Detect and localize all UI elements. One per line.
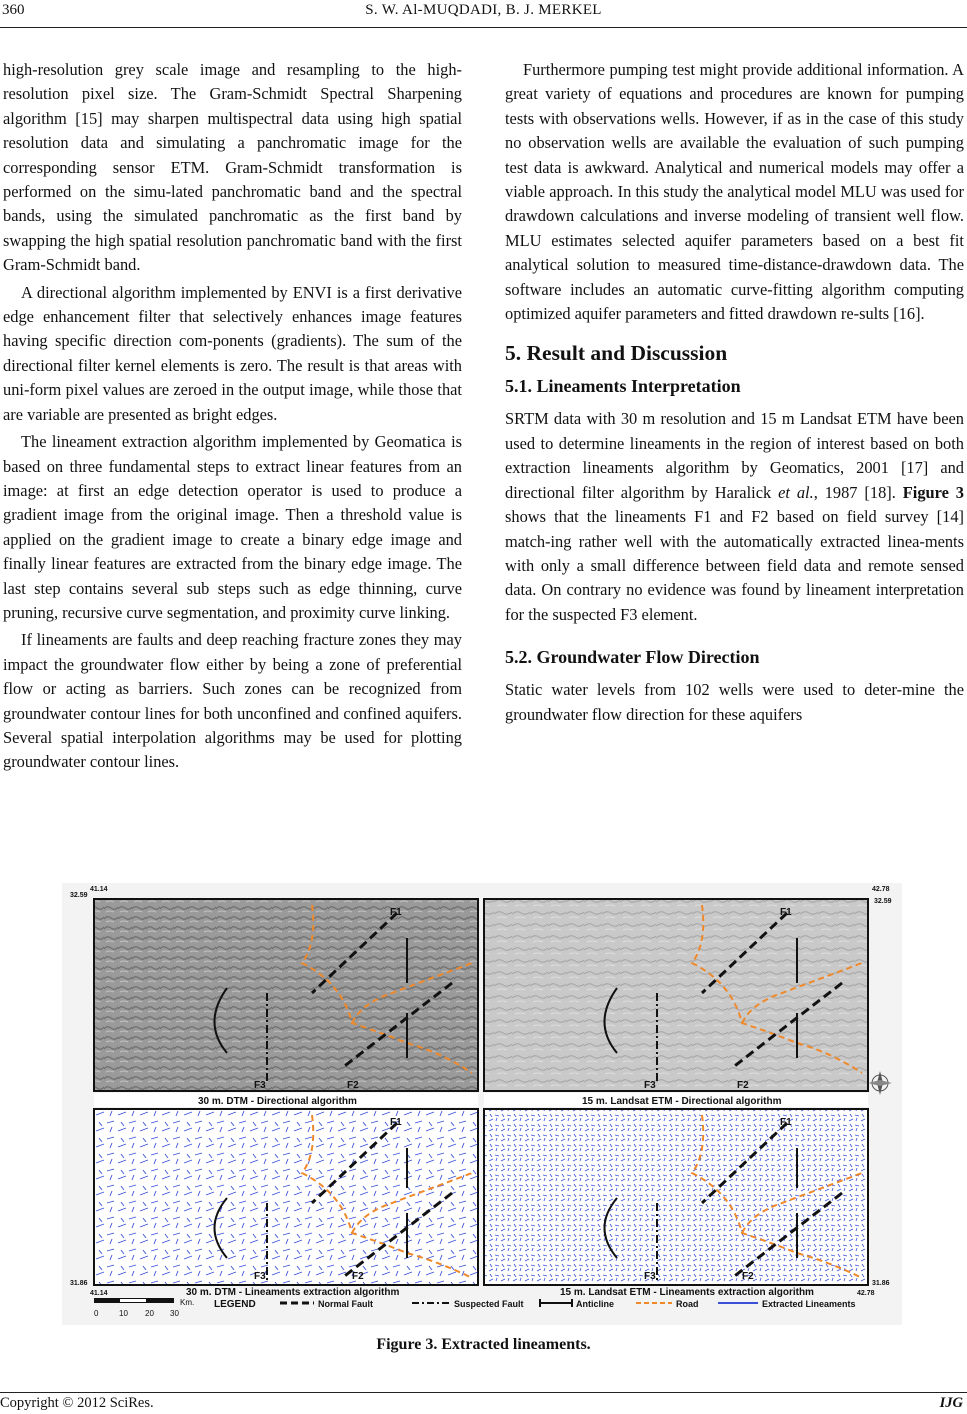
panel-dtm-directional: [70, 886, 478, 1107]
label-f2: F2: [737, 1080, 749, 1091]
text-run: SRTM data with 30 m resolution and 15 m Landsat ETM have been used to determine lineaments in the region of interest based on both extraction lineaments algorithm by Geomatics, 2001 [17] and directional filter algorithm by Haralick: [505, 409, 964, 502]
label-f2: F2: [742, 1271, 754, 1282]
subsection-heading-lineaments: 5.1. Lineaments Interpretation: [505, 376, 741, 397]
coord-lat-top: 32.59: [70, 892, 88, 899]
legend-suspected-fault: Suspected Fault: [454, 1299, 524, 1309]
right-column: [505, 58, 964, 727]
coord-lon-left: 41.14: [90, 1290, 108, 1297]
figure-caption: Figure 3. Extracted lineaments.: [376, 1336, 591, 1353]
label-f1: F1: [780, 1117, 792, 1128]
scale-tick: 30: [170, 1309, 179, 1318]
paragraph-gram-schmidt: high-resolution grey scale image and resampling to the high-resolution pixel size. The Gram-Schmidt Spectral Sharpening algorithm [15] may sharpen multispectral data using high spatial resolution data and simulating a panchromatic image for the corresponding sensor ETM. Gram-Schmidt transformation is performed on the simu-lated panchromatic band and the spectral bands, using the simulated panchromatic as the first band by swapping the high spatial resolution panchromatic band with the first Gram-Schmidt band.: [3, 60, 462, 275]
text-run: , 1987 [18].: [813, 482, 903, 502]
panel-title: 30 m. DTM - Directional algorithm: [198, 1096, 357, 1107]
scale-tick: 10: [119, 1309, 128, 1318]
label-f2: F2: [347, 1080, 359, 1091]
subsection-heading-groundwater: 5.2. Groundwater Flow Direction: [505, 647, 760, 668]
page-header: [0, 0, 967, 30]
header-rule: [0, 27, 967, 28]
paragraph-groundwater-flow: Static water levels from 102 wells were used to deter-mine the groundwater flow direction for these aquifers: [505, 680, 964, 724]
panel-title: 15 m. Landsat ETM - Directional algorithm: [582, 1096, 782, 1107]
label-f3: F3: [254, 1271, 266, 1282]
label-f1: F1: [390, 907, 402, 918]
copyright: Copyright © 2012 SciRes.: [0, 1395, 154, 1411]
label-f1: F1: [390, 1117, 402, 1128]
page-number: 360: [2, 2, 25, 18]
section-heading-results: 5. Result and Discussion: [505, 341, 728, 366]
coord-lon-right: 42.78: [872, 886, 890, 893]
panel-landsat-directional: [484, 886, 892, 1107]
label-f1: F1: [780, 907, 792, 918]
coord-lon-right: 42.78: [857, 1290, 875, 1297]
figure-3: [62, 883, 902, 1325]
label-f3: F3: [644, 1080, 656, 1091]
paragraph-fracture-zones: If lineaments are faults and deep reaching fracture zones they may impact the groundwater flow either by being a zone of preferential flow or acting as barriers. Such zones can be recognized from groundwater contour lines for both unconfined and confined aquifers. Several spatial interpolation algorithms may be used for plotting groundwater contour lines.: [3, 630, 462, 772]
journal-abbrev: IJG: [939, 1395, 963, 1411]
paragraph-lineament-extraction: The lineament extraction algorithm implemented by Geomatica is based on three fundamental steps to extract linear features from an image: at first an edge detection operator is used to produce a gradient image from the original image. Then a threshold value is applied on the gradient image to create a binary edge image and finally linear features are extracted from the binary edge image. The last step contains several sub steps such as edge thinning, curve pruning, recursive curve segmentation, and proximity curve linking.: [3, 432, 462, 622]
label-f2: F2: [352, 1271, 364, 1282]
scale-unit: Km.: [180, 1298, 195, 1307]
legend-extracted-lineaments: Extracted Lineaments: [762, 1299, 856, 1309]
scale-tick: 20: [145, 1309, 154, 1318]
panel-title: 30 m. DTM - Lineaments extraction algorithm: [186, 1287, 400, 1298]
coord-lon-left: 41.14: [90, 886, 108, 893]
coord-lat-top: 32.59: [874, 898, 892, 905]
legend-anticline: Anticline: [576, 1299, 615, 1309]
legend-road: Road: [676, 1299, 699, 1309]
text-run: shows that the lineaments F1 and F2 based on field survey [14] match-ing rather well with the automatically extracted linea-ments with only a small difference between field data and remote sensed data. On contrary no evidence was found by lineament interpretation for the suspected F3 element.: [505, 507, 964, 624]
scale-tick: 0: [94, 1309, 99, 1318]
et-al: et al.: [778, 482, 814, 502]
running-head: S. W. Al-MUQDADI, B. J. MERKEL: [365, 2, 602, 18]
legend-normal-fault: Normal Fault: [318, 1299, 374, 1309]
left-column: [3, 58, 462, 775]
legend-title: LEGEND: [214, 1299, 256, 1310]
label-f3: F3: [644, 1271, 656, 1282]
figure-reference[interactable]: Figure 3: [902, 482, 964, 502]
paragraph-lineaments-interpretation: [505, 407, 964, 627]
paragraph-pumping-test: Furthermore pumping test might provide additional information. A great variety of equations and procedures are known for pumping tests with observations wells. However, if as in the case of this study no observation wells are available the evaluation of such pumping test data is awkward. Analytical and numerical models may offer a viable approach. In this study the analytical model MLU was used for drawdown calculations and inverse modeling of transient well flow. MLU estimates selected aquifer parameters based on a best fit analytical solution to measured time-distance-drawdown data. The software includes an automatic curve-fitting algorithm computing optimized aquifer parameters and fitted drawdown re-sults [16].: [505, 60, 964, 324]
footer-rule: [0, 1392, 967, 1393]
paragraph-directional-algorithm: A directional algorithm implemented by ENVI is a first derivative edge enhancement filter that selectively enhances image features having specific direction com-ponents (gradients). The sum of the directional filter kernel elements is zero. The result is that areas with uni-form pixel values are zeroed in the output image, while those that are variable are presented as bright edges.: [3, 282, 462, 424]
panel-title: 15 m. Landsat ETM - Lineaments extraction algorithm: [560, 1287, 814, 1298]
panel-landsat-lineaments: [484, 1109, 890, 1298]
coord-lat-bottom: 31.86: [70, 1280, 88, 1287]
panel-dtm-lineaments: [70, 1109, 478, 1298]
label-f3: F3: [254, 1080, 266, 1091]
coord-lat-bottom: 31.86: [872, 1280, 890, 1287]
figure-3-map: [62, 883, 902, 1325]
